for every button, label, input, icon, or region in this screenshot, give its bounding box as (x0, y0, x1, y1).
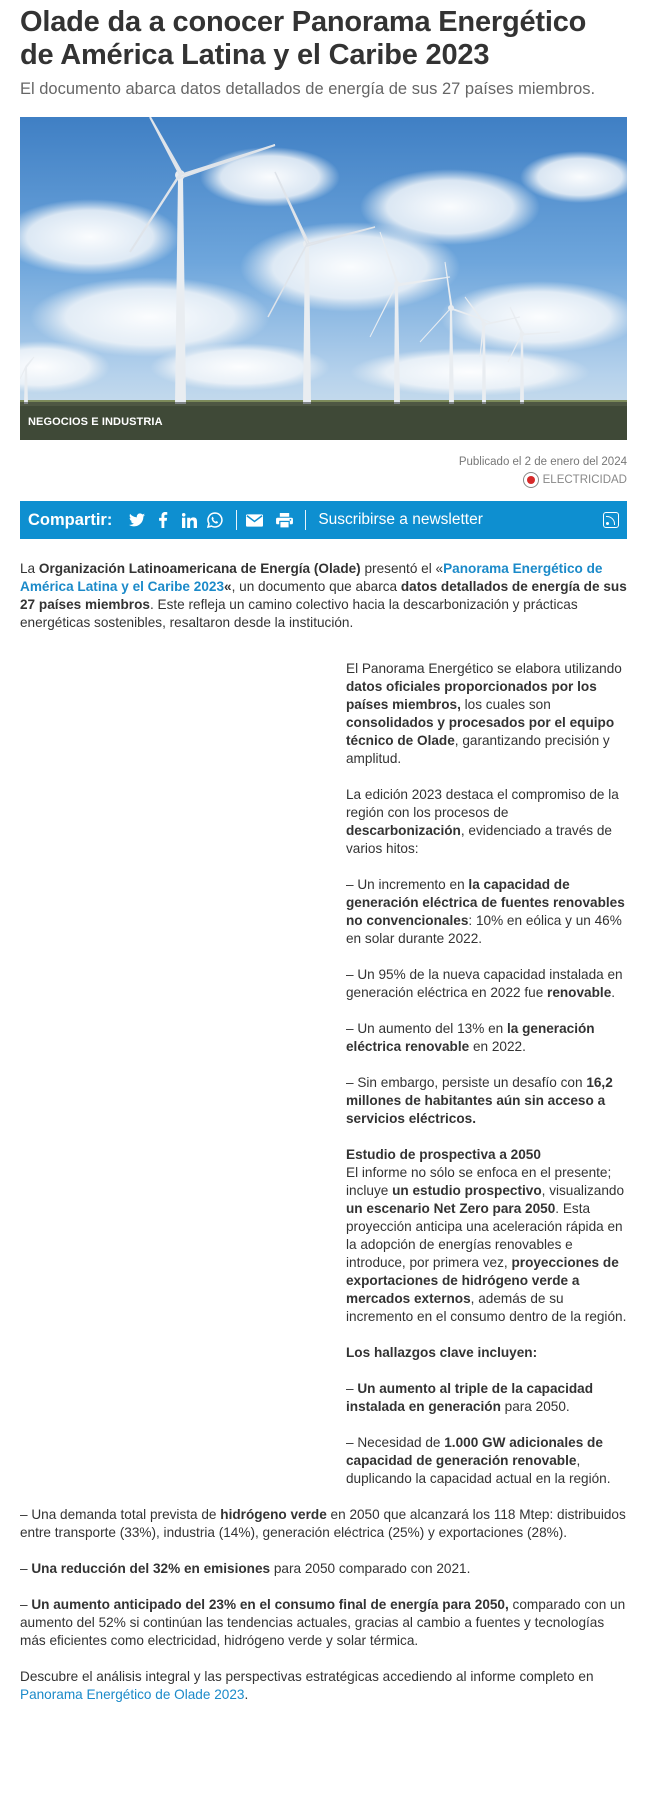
list-item: – Un incremento en la capacidad de generación eléctrica de fuentes renovables no convencionales: 10% en eólica y un 46% en solar durante 2022. (346, 877, 625, 946)
list-item: – Una reducción del 32% en emisiones para 2050 comparado con 2021. (20, 1561, 471, 1576)
article-subtitle: El documento abarca datos detallados de energía de sus 27 países miembros. (20, 80, 596, 98)
list-item: – Sin embargo, persiste un desafío con 16,2 millones de habitantes aún sin acceso a servicios eléctricos. (346, 1075, 613, 1126)
intro-paragraph: La Organización Latinoamericana de Energía (Olade) presentó el «Panorama Energético de América Latina y el Caribe 2023«, un documento que abarca datos detallados de energía de sus 27 países miembros. Este refleja un camino colectivo hacia la descarbonización y prácticas energéticas sostenibles, resaltaron desde la institución. (20, 561, 627, 630)
article-column (346, 660, 627, 1488)
paragraph: La edición 2023 destaca el compromiso de la región con los procesos de descarbonización, evidenciado a través de varios hitos: (346, 787, 619, 856)
newsletter-link[interactable]: Suscribirse a newsletter (318, 511, 483, 528)
email-icon[interactable] (245, 511, 263, 529)
panorama-link[interactable]: Panorama Energético de América Latina y el Caribe 2023 (20, 561, 603, 594)
list-item: – Un aumento del 13% en la generación eléctrica renovable en 2022. (346, 1021, 595, 1054)
share-divider (236, 510, 237, 530)
list-item: – Un aumento al triple de la capacidad instalada en generación para 2050. (346, 1381, 594, 1414)
rss-icon[interactable] (603, 512, 619, 528)
twitter-icon[interactable] (128, 511, 146, 529)
lightbulb-icon (523, 472, 539, 488)
paragraph: Descubre el análisis integral y las perspectivas estratégicas accediendo al informe completo en Panorama Energético de Olade 2023. (20, 1669, 594, 1702)
wind-turbines-illustration (20, 117, 627, 440)
whatsapp-icon[interactable] (206, 511, 224, 529)
image-category-tag[interactable]: NEGOCIOS E INDUSTRIA (20, 402, 627, 440)
category-link[interactable] (20, 471, 627, 489)
paragraph: Estudio de prospectiva a 2050 El informe no sólo se enfoca en el presente; incluye un estudio prospectivo, visualizando un escenario Net Zero para 2050. Esta proyección anticipa una aceleración rápida en la adopción de energías renovables e introduce, por primera vez, proyecciones de exportaciones de hidrógeno verde a mercados externos, además de su incremento en el consumo dentro de la región. (346, 1147, 627, 1324)
facebook-icon[interactable] (154, 511, 172, 529)
list-item: – Una demanda total prevista de hidrógeno verde en 2050 que alcanzará los 118 Mtep: distribuidos entre transporte (33%), industria (14%), generación eléctrica (25%) y exportaciones (28%). (20, 1507, 626, 1540)
category-label: ELECTRICIDAD (542, 474, 627, 486)
article-continuation (20, 1506, 627, 1704)
print-icon[interactable] (275, 511, 293, 529)
list-item: – Necesidad de 1.000 GW adicionales de capacidad de generación renovable, duplicando la capacidad actual en la región. (346, 1435, 611, 1486)
article-title: Olade da a conocer Panorama Energético de América Latina y el Caribe 2023 (20, 6, 587, 71)
article-meta (20, 453, 627, 489)
hero-image (20, 117, 627, 440)
share-label: Compartir: (28, 510, 113, 529)
report-link[interactable]: Panorama Energético de Olade 2023 (20, 1687, 245, 1702)
share-bar (20, 501, 627, 539)
share-divider (305, 510, 306, 530)
paragraph: Los hallazgos clave incluyen: (346, 1345, 538, 1360)
list-item: – Un 95% de la nueva capacidad instalada en generación eléctrica en 2022 fue renovable. (346, 967, 623, 1000)
paragraph: El Panorama Energético se elabora utilizando datos oficiales proporcionados por los países miembros, los cuales son consolidados y procesados por el equipo técnico de Olade, garantizando precisión y amplitud. (346, 661, 622, 766)
list-item: – Un aumento anticipado del 23% en el consumo final de energía para 2050, comparado con un aumento del 52% si continúan las tendencias actuales, gracias al cambio a fuentes y tecnologías más eficientes como electricidad, hidrógeno verde y solar térmica. (20, 1597, 626, 1648)
linkedin-icon[interactable] (180, 511, 198, 529)
section-heading: Estudio de prospectiva a 2050 (346, 1147, 541, 1162)
publish-date: Publicado el 2 de enero del 2024 (458, 456, 627, 468)
